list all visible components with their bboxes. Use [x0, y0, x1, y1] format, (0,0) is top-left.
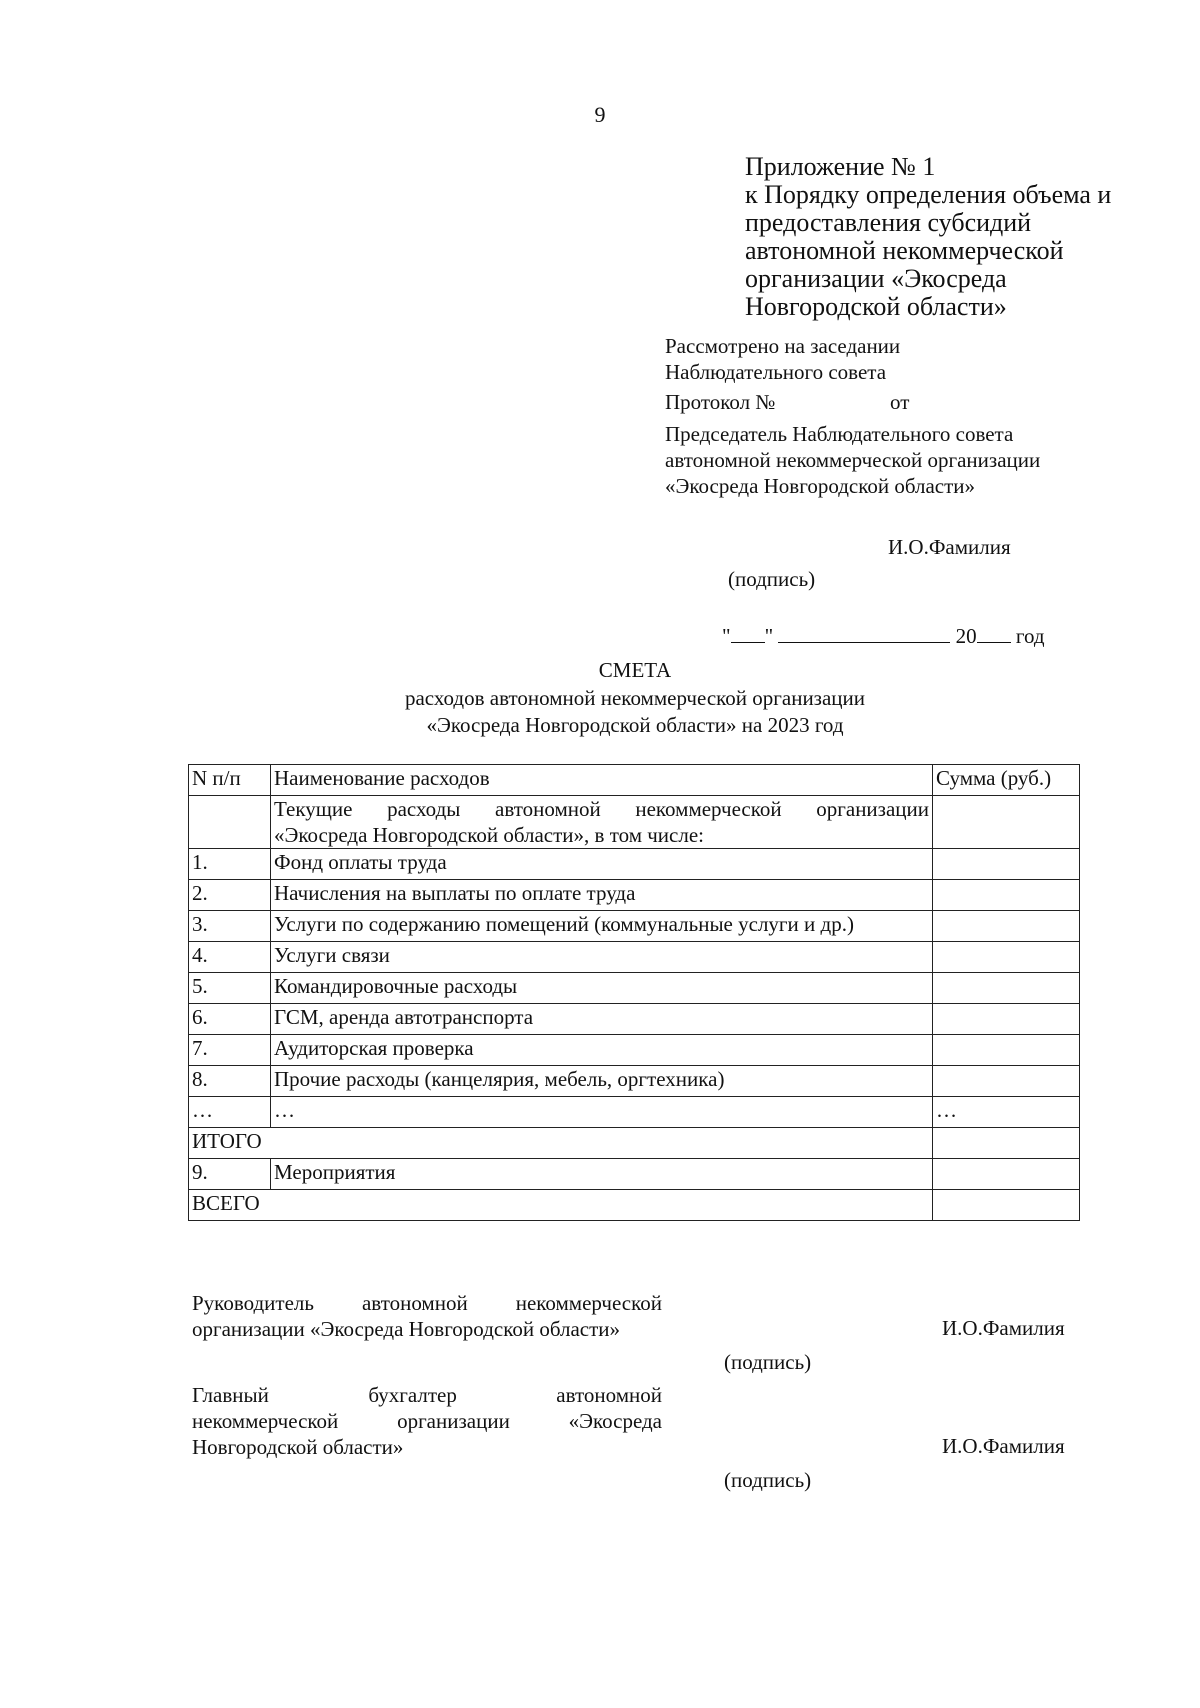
row-number: … [189, 1097, 271, 1128]
year-prefix: 20 [955, 624, 977, 648]
row-name: Услуги по содержанию помещений (коммунальные услуги и др.) [271, 911, 933, 942]
table-row-intro [189, 796, 1080, 849]
table-row [189, 973, 1080, 1004]
date-quote-close: " [764, 624, 774, 648]
row-number: 1. [189, 849, 271, 880]
row-name: … [271, 1097, 933, 1128]
row-sum [933, 973, 1080, 1004]
table-row-total [189, 1128, 1080, 1159]
appendix-text [745, 181, 1145, 321]
intro-line: «Экосреда Новгородской области», в том числе: [274, 823, 704, 847]
row-sum [933, 1035, 1080, 1066]
row-number: 2. [189, 880, 271, 911]
chair-name: И.О.Фамилия [888, 535, 1011, 559]
total-sum [933, 1128, 1080, 1159]
head-line: Руководитель автономной некоммерческой [192, 1291, 662, 1315]
appendix-line: организации «Экосреда [745, 264, 1007, 293]
table-row [189, 1004, 1080, 1035]
head-signature-block [192, 1290, 662, 1342]
row-sum [933, 942, 1080, 973]
appendix-title: Приложение № 1 [745, 152, 936, 181]
chair-line: автономной некоммерческой организации [665, 448, 1041, 472]
row-number: 7. [189, 1035, 271, 1066]
month-blank [778, 624, 950, 643]
row-name: Аудиторская проверка [271, 1035, 933, 1066]
appendix-line: к Порядку определения объема и [745, 180, 1112, 209]
accountant-signature-block [192, 1382, 662, 1460]
table-row [189, 880, 1080, 911]
table-row [189, 1159, 1080, 1190]
row-number: 6. [189, 1004, 271, 1035]
table-row [189, 911, 1080, 942]
row-name: Фонд оплаты труда [271, 849, 933, 880]
row-name: ГСМ, аренда автотранспорта [271, 1004, 933, 1035]
row-number: 3. [189, 911, 271, 942]
head-line: организации «Экосреда Новгородской области» [192, 1317, 621, 1341]
table-cell [933, 796, 1080, 849]
row-name: Командировочные расходы [271, 973, 933, 1004]
appendix-line: предоставления субсидий [745, 208, 1032, 237]
head-name: И.О.Фамилия [942, 1316, 1065, 1340]
reviewed-block [665, 333, 900, 385]
row-sum [933, 1066, 1080, 1097]
total-label: ИТОГО [189, 1128, 933, 1159]
header-name: Наименование расходов [271, 765, 933, 796]
accountant-line: Новгородской области» [192, 1435, 404, 1459]
accountant-signature-label: (подпись) [724, 1468, 812, 1492]
protocol-from: от [890, 390, 910, 414]
row-name: Мероприятия [271, 1159, 933, 1190]
row-number: 8. [189, 1066, 271, 1097]
row-sum [933, 849, 1080, 880]
accountant-name: И.О.Фамилия [942, 1434, 1065, 1458]
protocol-label: Протокол № [665, 390, 776, 414]
expense-table [188, 764, 1080, 1221]
header-number: N п/п [189, 765, 271, 796]
table-row [189, 942, 1080, 973]
chair-signature-label: (подпись) [728, 567, 816, 591]
intro-cell [271, 796, 933, 849]
table-row-grand-total [189, 1190, 1080, 1221]
row-sum [933, 1159, 1080, 1190]
subtitle-line: «Экосреда Новгородской области» на 2023 год [426, 713, 844, 737]
year-suffix: год [1015, 624, 1045, 648]
chair-line: «Экосреда Новгородской области» [665, 474, 976, 498]
document-title: СМЕТА [598, 658, 672, 682]
appendix-line: автономной некоммерческой [745, 236, 1064, 265]
header-sum: Сумма (руб.) [933, 765, 1080, 796]
accountant-line: Главный бухгалтер автономной [192, 1383, 662, 1407]
intro-line: Текущие расходы автономной некоммерческой организации [274, 797, 929, 821]
grand-total-label: ВСЕГО [189, 1190, 933, 1221]
row-number: 4. [189, 942, 271, 973]
date-quote-open: " [722, 624, 731, 648]
table-cell [189, 796, 271, 849]
table-row [189, 1035, 1080, 1066]
row-sum [933, 1004, 1080, 1035]
row-name: Услуги связи [271, 942, 933, 973]
appendix-line: Новгородской области» [745, 292, 1007, 321]
table-row [189, 1066, 1080, 1097]
chair-block [665, 421, 1040, 499]
chair-line: Председатель Наблюдательного совета [665, 422, 1014, 446]
subtitle-line: расходов автономной некоммерческой организации [404, 686, 866, 710]
reviewed-line: Рассмотрено на заседании [665, 334, 901, 358]
document-subtitle [0, 685, 1200, 739]
approval-date [722, 624, 1045, 649]
table-row [189, 849, 1080, 880]
page-number: 9 [594, 102, 606, 127]
row-name: Прочие расходы (канцелярия, мебель, оргтехника) [271, 1066, 933, 1097]
reviewed-line: Наблюдательного совета [665, 360, 887, 384]
row-name: Начисления на выплаты по оплате труда [271, 880, 933, 911]
table-row [189, 1097, 1080, 1128]
row-sum: … [933, 1097, 1080, 1128]
table-header-row [189, 765, 1080, 796]
grand-total-sum [933, 1190, 1080, 1221]
row-sum [933, 880, 1080, 911]
row-number: 9. [189, 1159, 271, 1190]
day-blank [731, 624, 765, 643]
head-signature-label: (подпись) [724, 1350, 812, 1374]
row-sum [933, 911, 1080, 942]
row-number: 5. [189, 973, 271, 1004]
year-blank [977, 624, 1011, 643]
accountant-line: некоммерческой организации «Экосреда [192, 1409, 662, 1433]
